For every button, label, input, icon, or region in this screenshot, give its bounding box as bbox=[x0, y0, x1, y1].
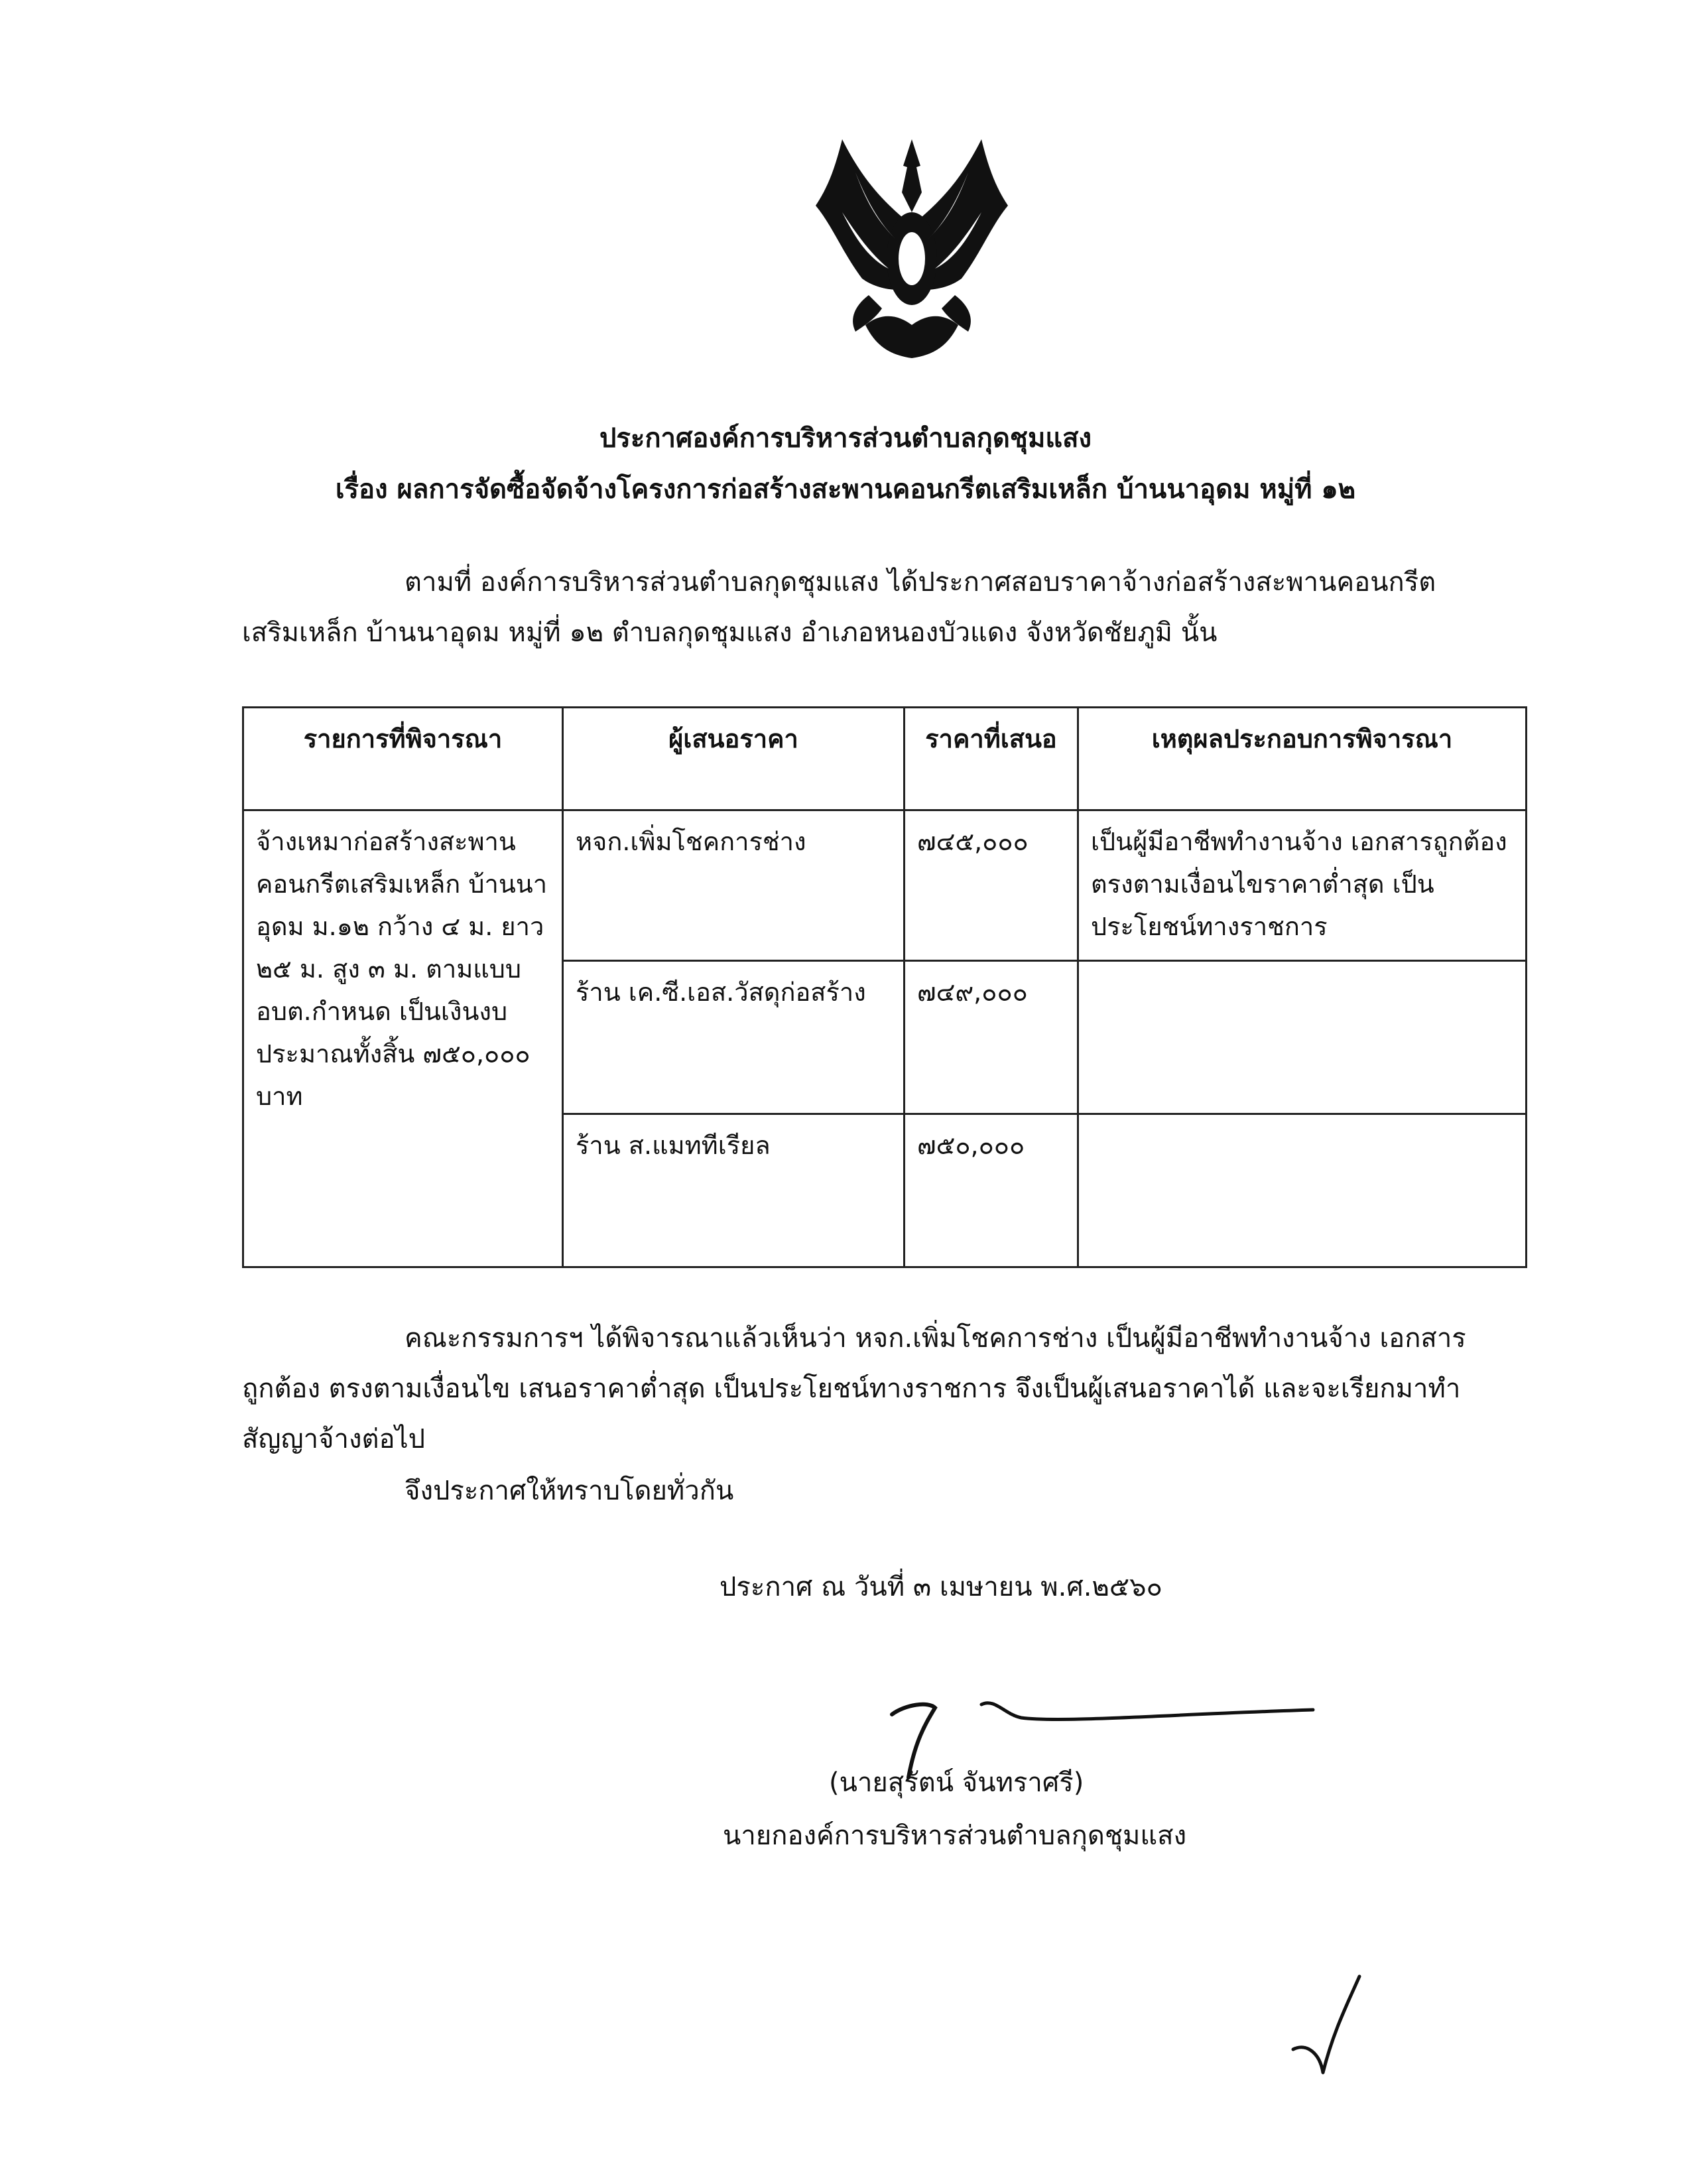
conclusion-line-1: คณะกรรมการฯ ได้พิจารณาแล้วเห็นว่า หจก.เพิ่มโชคการช่าง เป็นผู้มีอาชีพทำงานจ้าง เอกสาร bbox=[405, 1323, 1466, 1354]
bidder-cell: ร้าน ส.แมททีเรียล bbox=[563, 1114, 905, 1267]
conclusion-line-3: สัญญาจ้างต่อไป bbox=[242, 1424, 425, 1454]
item-description: จ้างเหมาก่อสร้างสะพานคอนกรีตเสริมเหล็ก บ้านนาอุดม ม.๑๒ กว้าง ๔ ม. ยาว ๒๕ ม. สูง ๓ ม. ตามแบบ อบต.กำหนด เป็นเงินงบประมาณทั้งสิ้น ๗๕๐,๐๐๐ บาท bbox=[243, 810, 563, 1267]
garuda-emblem-icon bbox=[802, 126, 1021, 371]
announcement-title: ประกาศองค์การบริหารส่วนตำบลกุดชุมแสง bbox=[599, 423, 1092, 454]
reason-cell: เป็นผู้มีอาชีพทำงานจ้าง เอกสารถูกต้อง ตรงตามเงื่อนไขราคาต่ำสุด เป็นประโยชน์ทางราชการ bbox=[1078, 810, 1527, 961]
header-price: ราคาที่เสนอ bbox=[905, 708, 1078, 810]
table-row bbox=[243, 810, 1527, 961]
header-item: รายการที่พิจารณา bbox=[243, 708, 563, 810]
initial-mark-icon bbox=[1286, 1973, 1373, 2079]
conclusion-paragraph bbox=[242, 1313, 1525, 1464]
intro-line-2: เสริมเหล็ก บ้านนาอุดม หมู่ที่ ๑๒ ตำบลกุดชุมแสง อำเภอหนองบัวแดง จังหวัดชัยภูมิ นั้น bbox=[242, 617, 1218, 648]
announce-line: จึงประกาศให้ทราบโดยทั่วกัน bbox=[405, 1476, 734, 1506]
signatory-name: (นายสุรัตน์ จันทราศรี) bbox=[829, 1767, 1084, 1798]
intro-paragraph bbox=[242, 557, 1515, 658]
announcement-subject: เรื่อง ผลการจัดซื้อจัดจ้างโครงการก่อสร้างสะพานคอนกรีตเสริมเหล็ก บ้านนาอุดม หมู่ที่ ๑๒ bbox=[335, 474, 1356, 505]
price-cell: ๗๔๙,๐๐๐ bbox=[905, 961, 1078, 1114]
announcement-date: ประกาศ ณ วันที่ ๓ เมษายน พ.ศ.๒๕๖๐ bbox=[720, 1572, 1162, 1602]
bidder-cell: ร้าน เค.ซี.เอส.วัสดุก่อสร้าง bbox=[563, 961, 905, 1114]
header-bidder: ผู้เสนอราคา bbox=[563, 708, 905, 810]
signatory-position: นายกองค์การบริหารส่วนตำบลกุดชุมแสง bbox=[723, 1821, 1187, 1851]
reason-cell bbox=[1078, 961, 1527, 1114]
bid-results-table bbox=[242, 706, 1527, 1268]
price-cell: ๗๕๐,๐๐๐ bbox=[905, 1114, 1078, 1267]
reason-cell bbox=[1078, 1114, 1527, 1267]
header-reason: เหตุผลประกอบการพิจารณา bbox=[1078, 708, 1527, 810]
conclusion-line-2: ถูกต้อง ตรงตามเงื่อนไข เสนอราคาต่ำสุด เป็นประโยชน์ทางราชการ จึงเป็นผู้เสนอราคาได้ และจะเรียกมาทำ bbox=[242, 1374, 1461, 1404]
intro-line-1: ตามที่ องค์การบริหารส่วนตำบลกุดชุมแสง ได้ประกาศสอบราคาจ้างก่อสร้างสะพานคอนกรีต bbox=[405, 567, 1436, 598]
price-cell: ๗๔๕,๐๐๐ bbox=[905, 810, 1078, 961]
table-header-row bbox=[243, 708, 1527, 810]
bidder-cell: หจก.เพิ่มโชคการช่าง bbox=[563, 810, 905, 961]
